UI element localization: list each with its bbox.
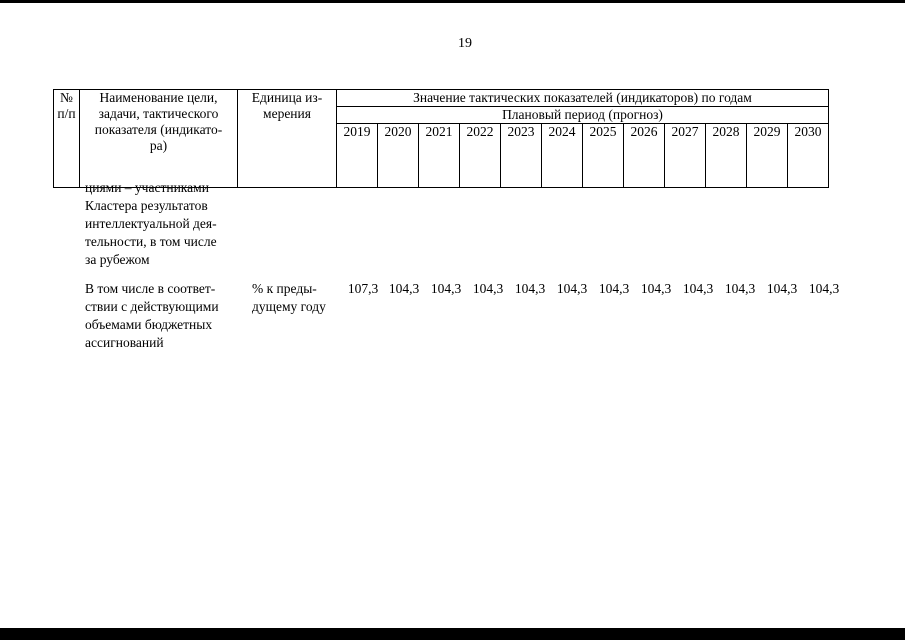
indicator-value: 104,3 bbox=[430, 281, 462, 296]
header-year: 2028 bbox=[706, 124, 747, 188]
page-number: 19 bbox=[458, 36, 472, 51]
indicator-value: 104,3 bbox=[640, 281, 672, 296]
continuation-line: за рубежом bbox=[85, 252, 150, 267]
indicator-name bbox=[85, 280, 243, 352]
header-year: 2027 bbox=[665, 124, 706, 188]
continuation-line: циями – участниками bbox=[85, 180, 209, 195]
continuation-text bbox=[85, 179, 240, 269]
indicator-name-line: ассигнований bbox=[85, 335, 164, 350]
header-name-line: показателя (индикато- bbox=[94, 122, 223, 137]
header-year: 2024 bbox=[542, 124, 583, 188]
header-year: 2026 bbox=[624, 124, 665, 188]
header-cell-unit bbox=[238, 90, 337, 188]
indicator-value: 104,3 bbox=[766, 281, 798, 296]
header-name-line: ра) bbox=[149, 138, 168, 153]
top-border-rule bbox=[0, 0, 905, 3]
header-planned-period: Плановый период (прогноз) bbox=[337, 107, 829, 124]
indicator-unit-line: % к преды- bbox=[252, 281, 317, 296]
continuation-line: тельности, в том числе bbox=[85, 234, 217, 249]
indicator-unit bbox=[252, 280, 342, 316]
header-cell-number bbox=[54, 90, 80, 188]
header-year: 2021 bbox=[419, 124, 460, 188]
header-year: 2025 bbox=[583, 124, 624, 188]
indicator-value: 104,3 bbox=[514, 281, 546, 296]
indicator-value: 104,3 bbox=[598, 281, 630, 296]
header-year: 2020 bbox=[378, 124, 419, 188]
bottom-border-rule bbox=[0, 628, 905, 640]
indicator-name-line: В том числе в соответ- bbox=[85, 281, 216, 296]
header-unit-line: Единица из- bbox=[251, 90, 323, 105]
indicator-name-line: ствии с действующими bbox=[85, 299, 219, 314]
header-cell-name bbox=[80, 90, 238, 188]
header-year: 2030 bbox=[788, 124, 829, 188]
indicator-table-header bbox=[53, 89, 829, 188]
header-name-line: задачи, тактического bbox=[98, 106, 219, 121]
header-year: 2022 bbox=[460, 124, 501, 188]
header-values-group: Значение тактических показателей (индикаторов) по годам bbox=[337, 90, 829, 107]
header-name-line: Наименование цели, bbox=[99, 90, 218, 105]
header-unit-line: мерения bbox=[263, 106, 311, 121]
continuation-line: Кластера результатов bbox=[85, 198, 208, 213]
indicator-value: 104,3 bbox=[808, 281, 840, 296]
header-number-line: № bbox=[60, 90, 73, 105]
header-year: 2029 bbox=[747, 124, 788, 188]
header-number-line: п/п bbox=[57, 106, 76, 121]
indicator-value: 104,3 bbox=[388, 281, 420, 296]
header-year: 2019 bbox=[337, 124, 378, 188]
indicator-value: 107,3 bbox=[347, 281, 379, 296]
indicator-unit-line: дущему году bbox=[252, 299, 326, 314]
indicator-value: 104,3 bbox=[724, 281, 756, 296]
indicator-value: 104,3 bbox=[556, 281, 588, 296]
indicator-name-line: объемами бюджетных bbox=[85, 317, 213, 332]
continuation-line: интеллектуальной дея- bbox=[85, 216, 217, 231]
indicator-value: 104,3 bbox=[682, 281, 714, 296]
indicator-value: 104,3 bbox=[472, 281, 504, 296]
header-year: 2023 bbox=[501, 124, 542, 188]
